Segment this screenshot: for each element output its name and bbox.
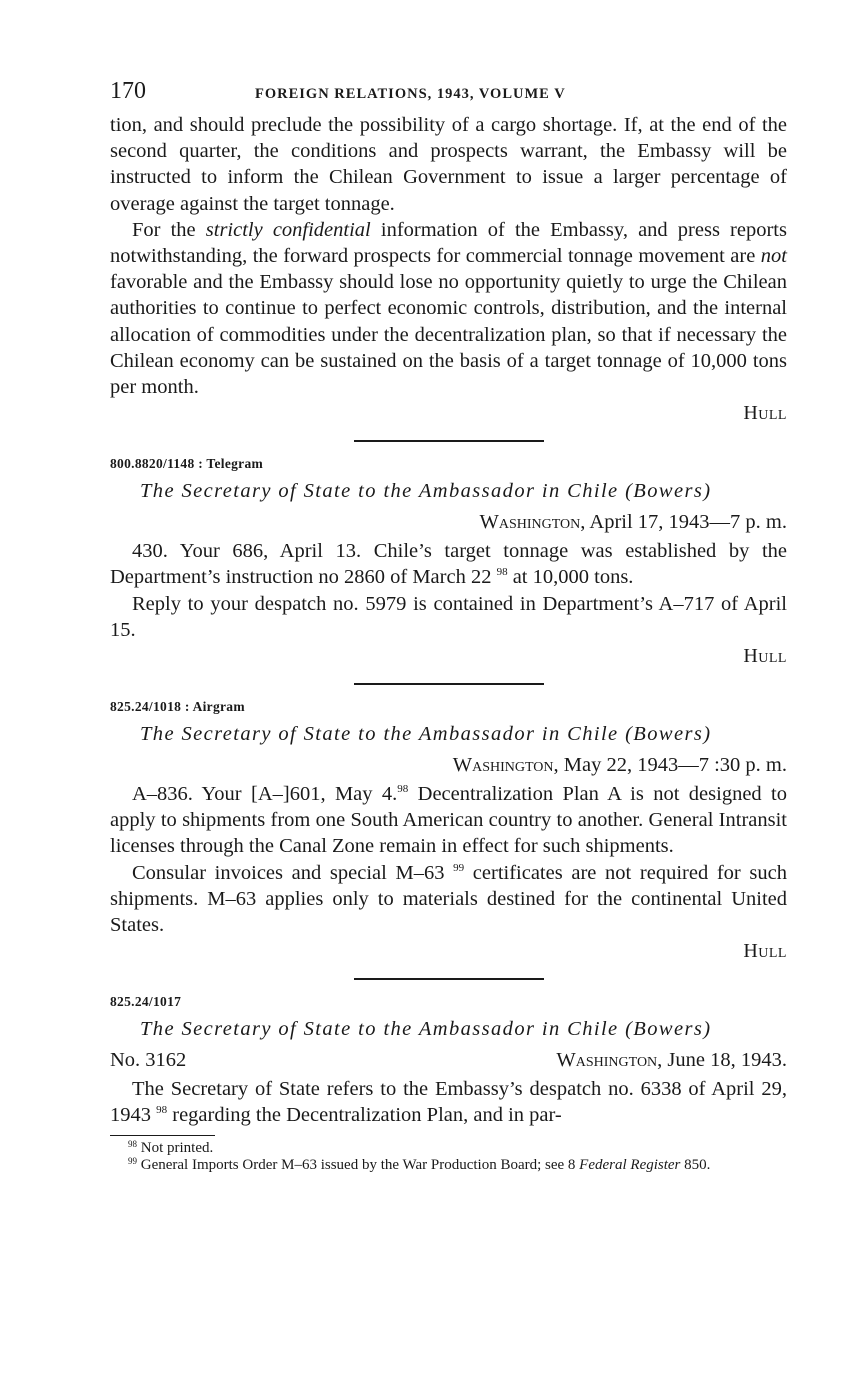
doc-number-line bbox=[110, 1049, 787, 1072]
page-header bbox=[110, 78, 787, 112]
page-number: 170 bbox=[110, 78, 146, 104]
footnote-ref: 98 bbox=[397, 783, 409, 796]
signature-hull: Hull bbox=[743, 402, 787, 425]
running-head: FOREIGN RELATIONS, 1943, VOLUME V bbox=[255, 86, 566, 102]
dateline: Washington, May 22, 1943—7 :30 p. m. bbox=[452, 754, 787, 777]
document-number: No. 3162 bbox=[110, 1049, 187, 1072]
dateline: Washington, June 18, 1943. bbox=[556, 1049, 787, 1072]
document-title: The Secretary of State to the Ambassador in Chile (Bowers) bbox=[140, 1018, 712, 1041]
consular-paragraph: Consular invoices and special M–63 $^{99}$ certificates are not required for such shipments. M–63 applies only to materials destined for the continental United States. bbox=[110, 861, 787, 937]
footnote-99: $^{99}$ General Imports Order M–63 issued by the War Production Board; see 8 Federal Register 850. bbox=[128, 1155, 711, 1173]
document-page bbox=[110, 78, 787, 1174]
file-number: 825.24/1018 : Airgram bbox=[110, 699, 245, 715]
confidential-paragraph: For the strictly confidential information of the Embassy, and press reports notwithstanding, the forward prospects for commercial tonnage movement are not favorable and the Embassy should lose no opportunity quietly to urge the Chilean authorities to continue to perfect economic controls, distribution, and the internal allocation of commodities under the decentralization plan, so that if necessary the Chilean economy can be sustained on the basis of a target tonnage of 10,000 tons per month. bbox=[110, 218, 787, 399]
airgram-paragraph: A–836. Your [A–]601, May 4.98 Decentralization Plan A is not designed to apply to shipments from one South American country to another. General Intransit licenses through the Canal Zone remain in effect for such shipments. bbox=[110, 783, 787, 858]
document-title: The Secretary of State to the Ambassador in Chile (Bowers) bbox=[140, 723, 712, 746]
telegram-paragraph: 430. Your 686, April 13. Chile’s target tonnage was established by the Department’s instruction no 2860 of March 22 $^{98}$ at 10,000 tons. bbox=[110, 540, 787, 589]
footnote-ref: 98 bbox=[496, 566, 508, 579]
footnote-ref: 98 bbox=[156, 1104, 168, 1117]
signature-hull: Hull bbox=[743, 645, 787, 668]
footnote-98: $^{98}$ Not printed. bbox=[128, 1138, 214, 1156]
continuation-paragraph: tion, and should preclude the possibility of a cargo shortage. If, at the end of the second quarter, the conditions and prospects warrant, the Embassy will be instructed to inform the Chilean Government to issue a larger percentage of overage against the target tonnage. bbox=[110, 114, 787, 215]
signature-hull: Hull bbox=[743, 940, 787, 963]
file-number: 825.24/1017 bbox=[110, 994, 182, 1010]
file-number: 800.8820/1148 : Telegram bbox=[110, 456, 264, 472]
emphasis-not: not bbox=[760, 245, 787, 268]
section-divider bbox=[354, 683, 544, 685]
footnote-ref: 99 bbox=[453, 861, 465, 874]
reply-paragraph: Reply to your despatch no. 5979 is contained in Department’s A–717 of April 15. bbox=[110, 592, 787, 641]
dateline: Washington, April 17, 1943—7 p. m. bbox=[479, 511, 787, 534]
instruction-paragraph: The Secretary of State refers to the Embassy’s despatch no. 6338 of April 29, 1943 $^{98}$ regarding the Decentralization Plan, and in par- bbox=[110, 1078, 787, 1127]
document-title: The Secretary of State to the Ambassador in Chile (Bowers) bbox=[140, 480, 712, 503]
footnote-divider bbox=[110, 1135, 215, 1136]
section-divider bbox=[354, 978, 544, 980]
emphasis-strictly-confidential: strictly confidential bbox=[205, 218, 371, 241]
section-divider bbox=[354, 440, 544, 442]
